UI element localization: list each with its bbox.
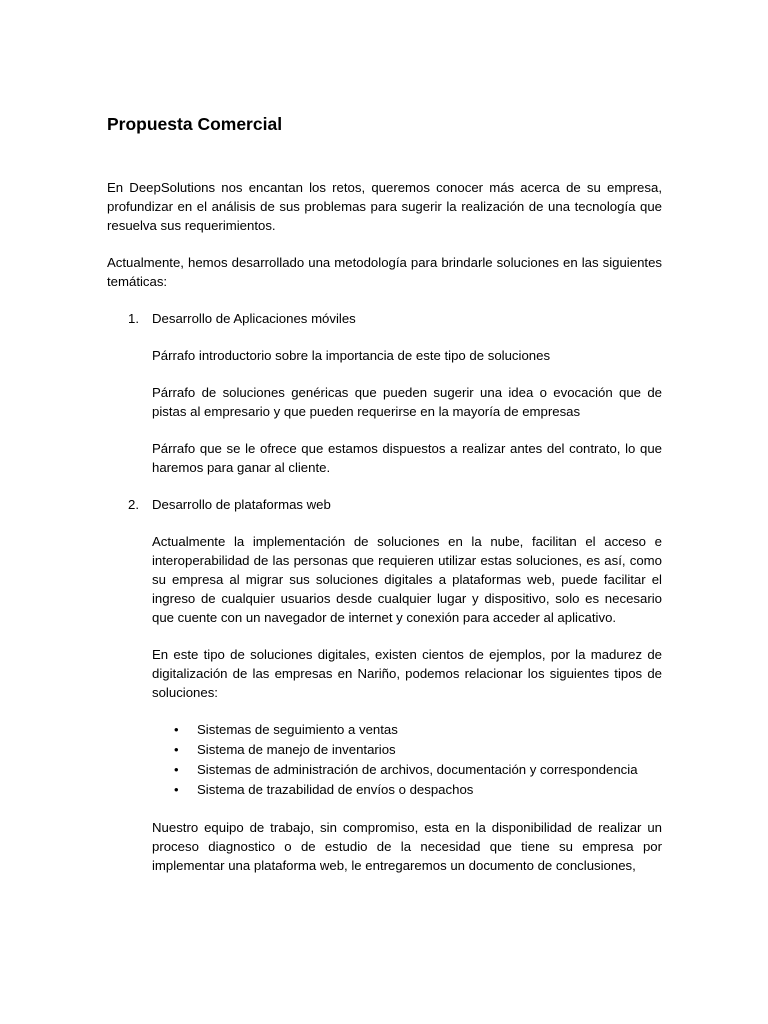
item-paragraph: Párrafo introductorio sobre la importancia de este tipo de soluciones <box>152 348 551 363</box>
intro-paragraph: Actualmente, hemos desarrollado una metodología para brindarle soluciones en las siguientes temáticas: <box>107 255 662 289</box>
item-paragraph: En este tipo de soluciones digitales, existen cientos de ejemplos, por la madurez de digitalización de las empresas en Nariño, podemos relacionar los siguientes tipos de soluciones: <box>152 647 662 700</box>
item-heading: Desarrollo de plataformas web <box>152 497 331 512</box>
item-number: 1. <box>128 311 139 326</box>
bullet-list <box>107 720 662 800</box>
bullet-text: Sistema de manejo de inventarios <box>197 742 396 757</box>
item-heading: Desarrollo de Aplicaciones móviles <box>152 311 356 326</box>
bullet-icon: • <box>174 782 179 797</box>
item-number: 2. <box>128 497 139 512</box>
item-body <box>107 346 662 477</box>
bullet-item <box>152 760 662 780</box>
numbered-item <box>107 309 662 477</box>
bullet-item <box>152 720 662 740</box>
item-paragraph: Actualmente la implementación de soluciones en la nube, facilitan el acceso e interoperabilidad de las personas que requieren utilizar estas soluciones, es así, como su empresa al migrar sus soluciones digitales a plataformas web, puede facilitar el ingreso de cualquier usuarios desde cualquier lugar y dispositivo, solo es necesario que cuente con un navegador de internet y conexión para acceder al aplicativo. <box>152 534 662 625</box>
bullet-item <box>152 780 662 800</box>
bullet-text: Sistemas de administración de archivos, documentación y correspondencia <box>197 762 638 777</box>
bullet-icon: • <box>174 742 179 757</box>
bullet-text: Sistemas de seguimiento a ventas <box>197 722 398 737</box>
document-content <box>107 112 662 893</box>
bullet-item <box>152 740 662 760</box>
item-paragraph: Párrafo de soluciones genéricas que pueden sugerir una idea o evocación que de pistas al empresario y que pueden requerirse en la mayoría de empresas <box>152 385 662 419</box>
bullet-text: Sistema de trazabilidad de envíos o despachos <box>197 782 474 797</box>
bullet-icon: • <box>174 722 179 737</box>
item-heading-row <box>107 309 662 328</box>
numbered-item <box>107 495 662 875</box>
item-body <box>107 532 662 702</box>
bullet-icon: • <box>174 762 179 777</box>
item-body <box>107 818 662 875</box>
item-paragraph: Nuestro equipo de trabajo, sin compromiso, esta en la disponibilidad de realizar un proceso diagnostico o de estudio de la necesidad que tiene su empresa por implementar una plataforma web, le entregaremos un documento de conclusiones, <box>152 820 662 873</box>
item-heading-row <box>107 495 662 514</box>
document-title: Propuesta Comercial <box>107 114 283 134</box>
intro-paragraph: En DeepSolutions nos encantan los retos, queremos conocer más acerca de su empresa, profundizar en el análisis de sus problemas para sugerir la realización de una tecnología que resuelva sus requerimientos. <box>107 180 662 233</box>
item-paragraph: Párrafo que se le ofrece que estamos dispuestos a realizar antes del contrato, lo que haremos para ganar al cliente. <box>152 441 662 475</box>
